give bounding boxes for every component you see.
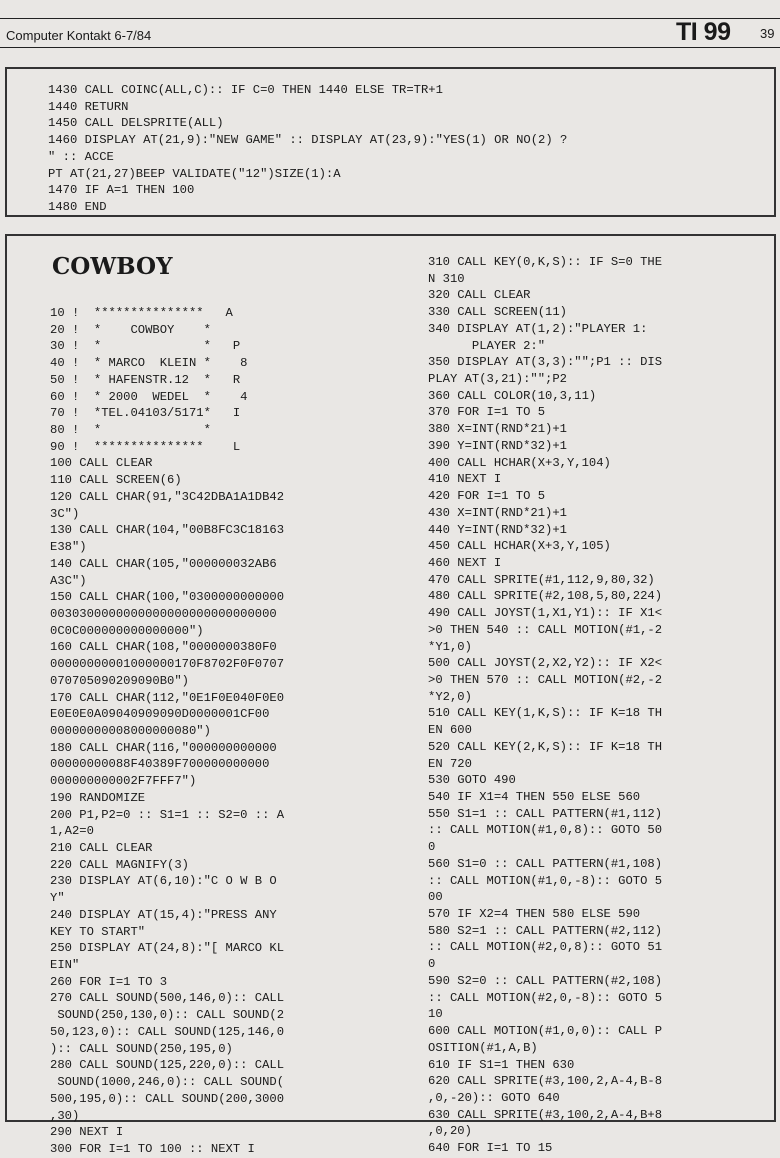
code-line: 160 CALL CHAR(108,"0000000380F0 — [50, 640, 277, 655]
code-line: 130 CALL CHAR(104,"00B8FC3C18163 — [50, 523, 285, 538]
top-listing-code — [48, 82, 567, 216]
code-line: 560 S1=0 :: CALL PATTERN(#1,108) — [428, 856, 663, 871]
code-line: 520 CALL KEY(2,K,S):: IF K=18 TH — [428, 739, 663, 754]
code-line: 270 CALL SOUND(500,146,0):: CALL — [50, 991, 285, 1006]
code-line: 440 Y=INT(RND*32)+1 — [428, 522, 567, 537]
code-line: 110 CALL SCREEN(6) — [50, 473, 182, 488]
listing-right-column — [428, 254, 662, 1157]
code-line: 550 S1=1 :: CALL PATTERN(#1,112) — [428, 806, 663, 821]
code-line: 190 RANDOMIZE — [50, 790, 146, 805]
code-line: 00000000088F40389F700000000000 — [50, 757, 270, 772]
code-line: 470 CALL SPRITE(#1,112,9,80,32) — [428, 572, 655, 587]
code-line: 10 ! *************** A — [50, 306, 233, 320]
code-line: 280 CALL SOUND(125,220,0):: CALL — [50, 1058, 285, 1073]
code-line: 1430 CALL COINC(ALL,C):: IF C=0 THEN 1440 ELSE TR=TR+1 — [48, 83, 443, 97]
code-line: 00000000001000000170F8702F0F0707 — [50, 657, 285, 672]
code-line: 20 ! * COWBOY * — [50, 322, 211, 337]
code-line: " :: ACCE — [48, 149, 114, 164]
code-line: OSITION(#1,A,B) — [428, 1040, 538, 1055]
code-line: 100 CALL CLEAR — [50, 456, 153, 471]
code-line: 600 CALL MOTION(#1,0,0):: CALL P — [428, 1024, 663, 1039]
code-line: 460 NEXT I — [428, 555, 502, 570]
code-line: ,30) — [50, 1108, 80, 1123]
code-line: 320 CALL CLEAR — [428, 288, 531, 303]
code-line: 330 CALL SCREEN(11) — [428, 305, 567, 320]
header-rule-bottom — [0, 47, 780, 48]
code-line: 240 DISPLAY AT(15,4):"PRESS ANY — [50, 907, 277, 922]
code-line: 000000000002F7FFF7") — [50, 774, 197, 789]
code-line: 0 — [428, 840, 436, 855]
code-line: 620 CALL SPRITE(#3,100,2,A-4,B-8 — [428, 1074, 663, 1089]
code-line: *Y1,0) — [428, 639, 472, 654]
code-line: 410 NEXT I — [428, 472, 502, 487]
code-line: 500 CALL JOYST(2,X2,Y2):: IF X2< — [428, 656, 663, 671]
code-line: 3C") — [50, 506, 80, 521]
code-line: *Y2,0) — [428, 689, 472, 704]
code-line: 1470 IF A=1 THEN 100 — [48, 183, 195, 198]
code-line: 540 IF X1=4 THEN 550 ELSE 560 — [428, 790, 641, 804]
page-number: 39 — [760, 26, 775, 41]
code-line: 530 GOTO 490 — [428, 773, 516, 788]
code-line: :: CALL MOTION(#2,0,-8):: GOTO 5 — [428, 990, 663, 1005]
code-line: 90 ! *************** L — [50, 439, 241, 454]
code-line: 1450 CALL DELSPRITE(ALL) — [48, 116, 224, 131]
code-line: 30 ! * * P — [50, 339, 241, 354]
code-line: 390 Y=INT(RND*32)+1 — [428, 438, 567, 453]
code-line: 250 DISPLAY AT(24,8):"[ MARCO KL — [50, 941, 285, 956]
code-line: 400 CALL HCHAR(X+3,Y,104) — [428, 455, 611, 470]
code-line: 590 S2=0 :: CALL PATTERN(#2,108) — [428, 973, 663, 988]
code-line: 70 ! *TEL.04103/5171* I — [50, 406, 241, 421]
code-line: 300 FOR I=1 TO 100 :: NEXT I — [50, 1141, 255, 1156]
code-line: EIN" — [50, 958, 80, 973]
code-line: 50 ! * HAFENSTR.12 * R — [50, 372, 241, 387]
code-line: EN 720 — [428, 756, 472, 771]
code-line: N 310 — [428, 271, 465, 286]
code-line: 00 — [428, 890, 443, 905]
code-line: 570 IF X2=4 THEN 580 ELSE 590 — [428, 907, 641, 922]
code-line: 170 CALL CHAR(112,"0E1F0E040F0E0 — [50, 690, 285, 705]
code-line: SOUND(250,130,0):: CALL SOUND(2 — [50, 1008, 285, 1023]
code-line: 40 ! * MARCO KLEIN * 8 — [50, 356, 248, 371]
code-line: PLAY AT(3,21):"";P2 — [428, 372, 567, 387]
code-line: EN 600 — [428, 723, 472, 738]
code-line: 370 FOR I=1 TO 5 — [428, 405, 546, 420]
code-line: 070705090209090B0") — [50, 673, 189, 688]
code-line: 1440 RETURN — [48, 99, 129, 114]
code-line: >0 THEN 540 :: CALL MOTION(#1,-2 — [428, 622, 663, 637]
code-line: >0 THEN 570 :: CALL MOTION(#2,-2 — [428, 672, 663, 687]
code-line: 210 CALL CLEAR — [50, 841, 153, 855]
code-line: 220 CALL MAGNIFY(3) — [50, 857, 189, 872]
code-line: 350 DISPLAY AT(3,3):"";P1 :: DIS — [428, 355, 663, 370]
code-line: ):: CALL SOUND(250,195,0) — [50, 1041, 233, 1056]
code-line: Y" — [50, 891, 65, 906]
code-line: 1460 DISPLAY AT(21,9):"NEW GAME" :: DISPLAY AT(23,9):"YES(1) OR NO(2) ? — [48, 133, 568, 148]
code-line: 00000000008000000080") — [50, 723, 211, 738]
program-title: COWBOY — [52, 253, 173, 280]
code-line: ,0,-20):: GOTO 640 — [428, 1090, 560, 1105]
code-line: E38") — [50, 540, 87, 555]
code-line: 1,A2=0 — [50, 824, 94, 839]
code-line: E0E0E0A09040909090D0000001CF00 — [50, 707, 270, 722]
code-line: 0C0C000000000000000") — [50, 623, 204, 638]
code-line: 200 P1,P2=0 :: S1=1 :: S2=0 :: A — [50, 807, 285, 822]
brand-logo: TI 99 — [676, 18, 731, 46]
code-line: 420 FOR I=1 TO 5 — [428, 489, 546, 504]
code-line: 120 CALL CHAR(91,"3C42DBA1A1DB42 — [50, 489, 285, 504]
code-line: 480 CALL SPRITE(#2,108,5,80,224) — [428, 589, 663, 604]
code-line: 500,195,0):: CALL SOUND(200,3000 — [50, 1091, 285, 1106]
code-line: 60 ! * 2000 WEDEL * 4 — [50, 389, 248, 404]
code-line: 430 X=INT(RND*21)+1 — [428, 505, 567, 520]
code-line: 580 S2=1 :: CALL PATTERN(#2,112) — [428, 923, 663, 938]
code-line: 0 — [428, 957, 436, 972]
code-line: 0030300000000000000000000000000 — [50, 606, 277, 621]
magazine-title: Computer Kontakt 6-7/84 — [6, 28, 152, 43]
code-line: KEY TO START" — [50, 924, 146, 939]
code-line: 10 — [428, 1007, 443, 1022]
code-line: 450 CALL HCHAR(X+3,Y,105) — [428, 539, 611, 554]
code-line: 360 CALL COLOR(10,3,11) — [428, 388, 597, 403]
code-line: 80 ! * * — [50, 423, 211, 438]
code-line: :: CALL MOTION(#1,0,-8):: GOTO 5 — [428, 873, 663, 888]
code-line: 510 CALL KEY(1,K,S):: IF K=18 TH — [428, 706, 663, 721]
code-line: 630 CALL SPRITE(#3,100,2,A-4,B+8 — [428, 1107, 663, 1122]
code-line: 490 CALL JOYST(1,X1,Y1):: IF X1< — [428, 606, 663, 621]
code-line: 260 FOR I=1 TO 3 — [50, 974, 168, 989]
code-line: A3C") — [50, 573, 87, 588]
code-line: :: CALL MOTION(#1,0,8):: GOTO 50 — [428, 823, 663, 838]
code-line: 640 FOR I=1 TO 15 — [428, 1141, 553, 1156]
code-line: PLAYER 2:" — [428, 338, 546, 353]
code-line: 610 IF S1=1 THEN 630 — [428, 1057, 575, 1072]
code-line: 150 CALL CHAR(100,"0300000000000 — [50, 590, 285, 605]
code-line: 1480 END — [48, 200, 107, 215]
code-line: 340 DISPLAY AT(1,2):"PLAYER 1: — [428, 321, 648, 336]
code-line: 230 DISPLAY AT(6,10):"C O W B O — [50, 874, 277, 889]
listing-left-column — [50, 305, 284, 1158]
code-line: ,0,20) — [428, 1124, 472, 1139]
code-line: 290 NEXT I — [50, 1125, 124, 1140]
code-line: 180 CALL CHAR(116,"000000000000 — [50, 740, 277, 755]
code-line: SOUND(1000,246,0):: CALL SOUND( — [50, 1075, 285, 1090]
code-line: 380 X=INT(RND*21)+1 — [428, 422, 567, 437]
header-rule-top — [0, 18, 780, 19]
code-line: 310 CALL KEY(0,K,S):: IF S=0 THE — [428, 255, 663, 269]
code-line: PT AT(21,27)BEEP VALIDATE("12")SIZE(1):A — [48, 166, 341, 181]
code-line: 50,123,0):: CALL SOUND(125,146,0 — [50, 1024, 285, 1039]
code-line: 140 CALL CHAR(105,"000000032AB6 — [50, 556, 277, 571]
code-line: :: CALL MOTION(#2,0,8):: GOTO 51 — [428, 940, 663, 955]
